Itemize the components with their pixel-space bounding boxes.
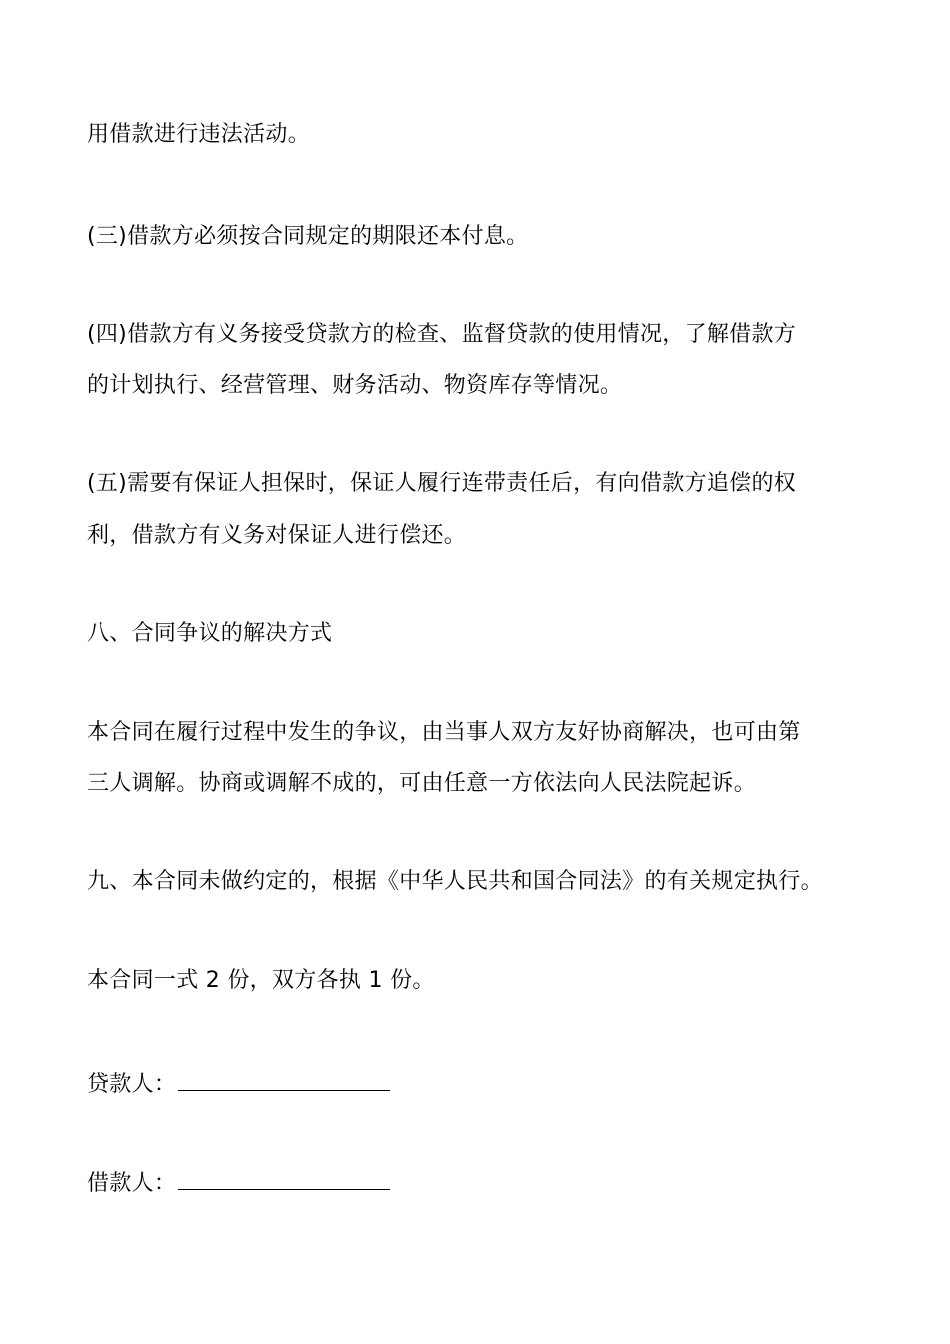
section-nine: 九、本合同未做约定的，根据《中华人民共和国合同法》的有关规定执行。 (87, 869, 823, 894)
clause-three: (三)借款方必须按合同规定的期限还本付息。 (87, 224, 529, 249)
clause-four-line-1: (四)借款方有义务接受贷款方的检查、监督贷款的使用情况，了解借款方 (87, 322, 797, 347)
lender-signature-row (87, 1068, 877, 1100)
clause-five-line-2: 利，借款方有义务对保证人进行偿还。 (87, 523, 467, 548)
clause-five-line-1: (五)需要有保证人担保时，保证人履行连带责任后，有向借款方追偿的权 (87, 471, 797, 496)
lender-signature-blank[interactable] (178, 1068, 390, 1091)
clause-four-line-2: 的计划执行、经营管理、财务活动、物资库存等情况。 (87, 373, 623, 398)
section-eight-heading: 八、合同争议的解决方式 (87, 621, 333, 646)
dispute-paragraph-line-1: 本合同在履行过程中发生的争议，由当事人双方友好协商解决，也可由第 (87, 720, 801, 745)
copies-statement: 本合同一式 2 份，双方各执 1 份。 (87, 968, 435, 993)
lender-label: 贷款人： (87, 1072, 177, 1097)
dispute-paragraph-line-2: 三人调解。协商或调解不成的，可由任意一方依法向人民法院起诉。 (87, 771, 757, 796)
borrower-signature-blank[interactable] (178, 1167, 390, 1190)
paragraph-line: 用借款进行违法活动。 (87, 122, 311, 147)
borrower-label: 借款人： (87, 1171, 177, 1196)
borrower-signature-row (87, 1167, 877, 1199)
